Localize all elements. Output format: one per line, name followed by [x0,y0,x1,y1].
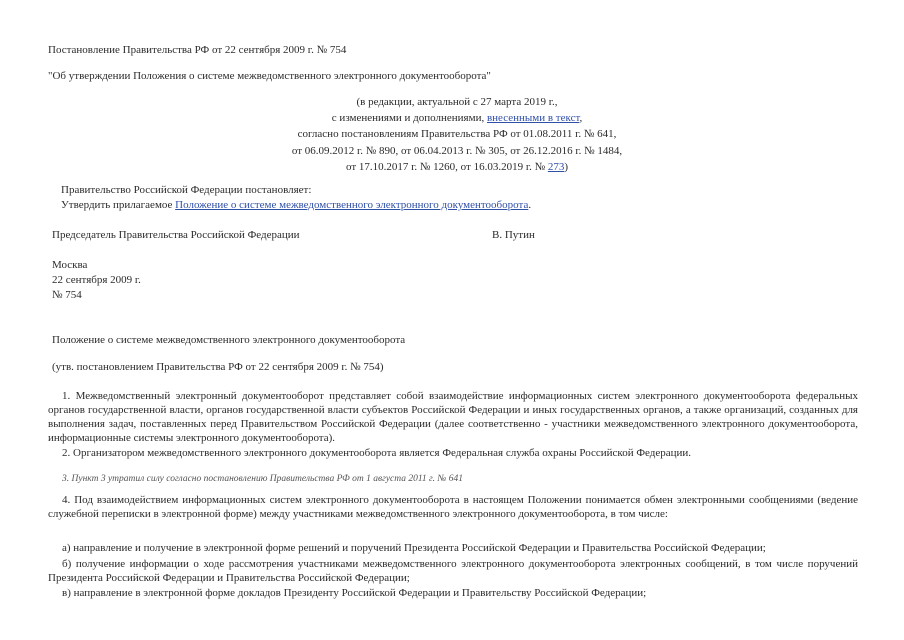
edition-text: , [579,112,583,124]
paragraph-4: 4. Под взаимодействием информационных систем электронного документооборота в настоящем Положении понимается обмен электронными сообщениями (ведение служебной переписки в электронной форме) между участниками межведомственного электронного документооборота, в том числе: [48,494,858,520]
paragraph-3-note: 3. Пункт 3 утратил силу согласно постановлению Правительства РФ от 1 августа 2011 г. № 641 [62,474,463,484]
resolution-approve [61,199,531,212]
document-title: Постановление Правительства РФ от 22 сентября 2009 г. № 754 [48,44,347,56]
edition-line [270,112,644,125]
amendments-link[interactable]: внесенными в текст [486,112,580,124]
regulation-link[interactable]: Положение о системе межведомственного электронного документооборота [175,199,529,211]
edition-line: от 06.09.2012 г. № 890, от 06.04.2013 г. № 305, от 26.12.2016 г. № 1484, [291,145,623,157]
edition-line [270,161,644,174]
resolution-273-link[interactable]: 273 [547,161,565,173]
place-city: Москва [52,259,88,271]
resolution-intro: Правительство Российской Федерации постановляет: [61,184,312,196]
edition-text: от 17.10.2017 г. № 1260, от 16.03.2019 г. № [345,161,548,173]
list-item-a: а) направление и получение в электронной форме решений и поручений Президента Российской Федерации и Правительства Российской Федерации; [62,542,766,554]
edition-text: ) [564,161,569,173]
edition-text: с изменениями и дополнениями, [331,112,487,124]
paragraph-1: 1. Межведомственный электронный документооборот представляет собой взаимодействие информационных систем электронного документооборота федеральных органов государственной власти, органов государственной власти субъектов Российской Федерации и иных государственных органов, а также организаций, созданных для выполнения задач, поставленных перед Правительством Российской Федерации (далее соответственно - участники межведомственного электронного документооборота, информационные системы электронного документооборота). [48,390,858,444]
resolution-text: . [528,199,532,211]
place-date: 22 сентября 2009 г. [52,274,141,286]
document-subtitle: "Об утверждении Положения о системе межведомственного электронного документооборота" [48,70,491,82]
regulation-title: Положение о системе межведомственного электронного документооборота [52,334,406,346]
signature-name: В. Путин [492,229,535,241]
edition-line: согласно постановлениям Правительства РФ от 01.08.2011 г. № 641, [297,128,617,140]
list-item-b: б) получение информации о ходе рассмотрения участниками межведомственного электронного документооборота электронных сообщений, в том числе поручений Президента Российской Федерации и Правительства Российской Федерации; [48,558,858,584]
place-number: № 754 [52,289,82,301]
paragraph-2: 2. Организатором межведомственного электронного документооборота является Федеральная служба охраны Российской Федерации. [62,447,692,459]
signature-position: Председатель Правительства Российской Федерации [52,229,300,241]
resolution-text: Утвердить прилагаемое [61,199,176,211]
edition-line: (в редакции, актуальной с 27 марта 2019 г., [356,96,558,108]
regulation-approved: (утв. постановлением Правительства РФ от 22 сентября 2009 г. № 754) [52,361,384,373]
list-item-v: в) направление в электронной форме докладов Президенту Российской Федерации и Правительству Российской Федерации; [62,587,647,599]
